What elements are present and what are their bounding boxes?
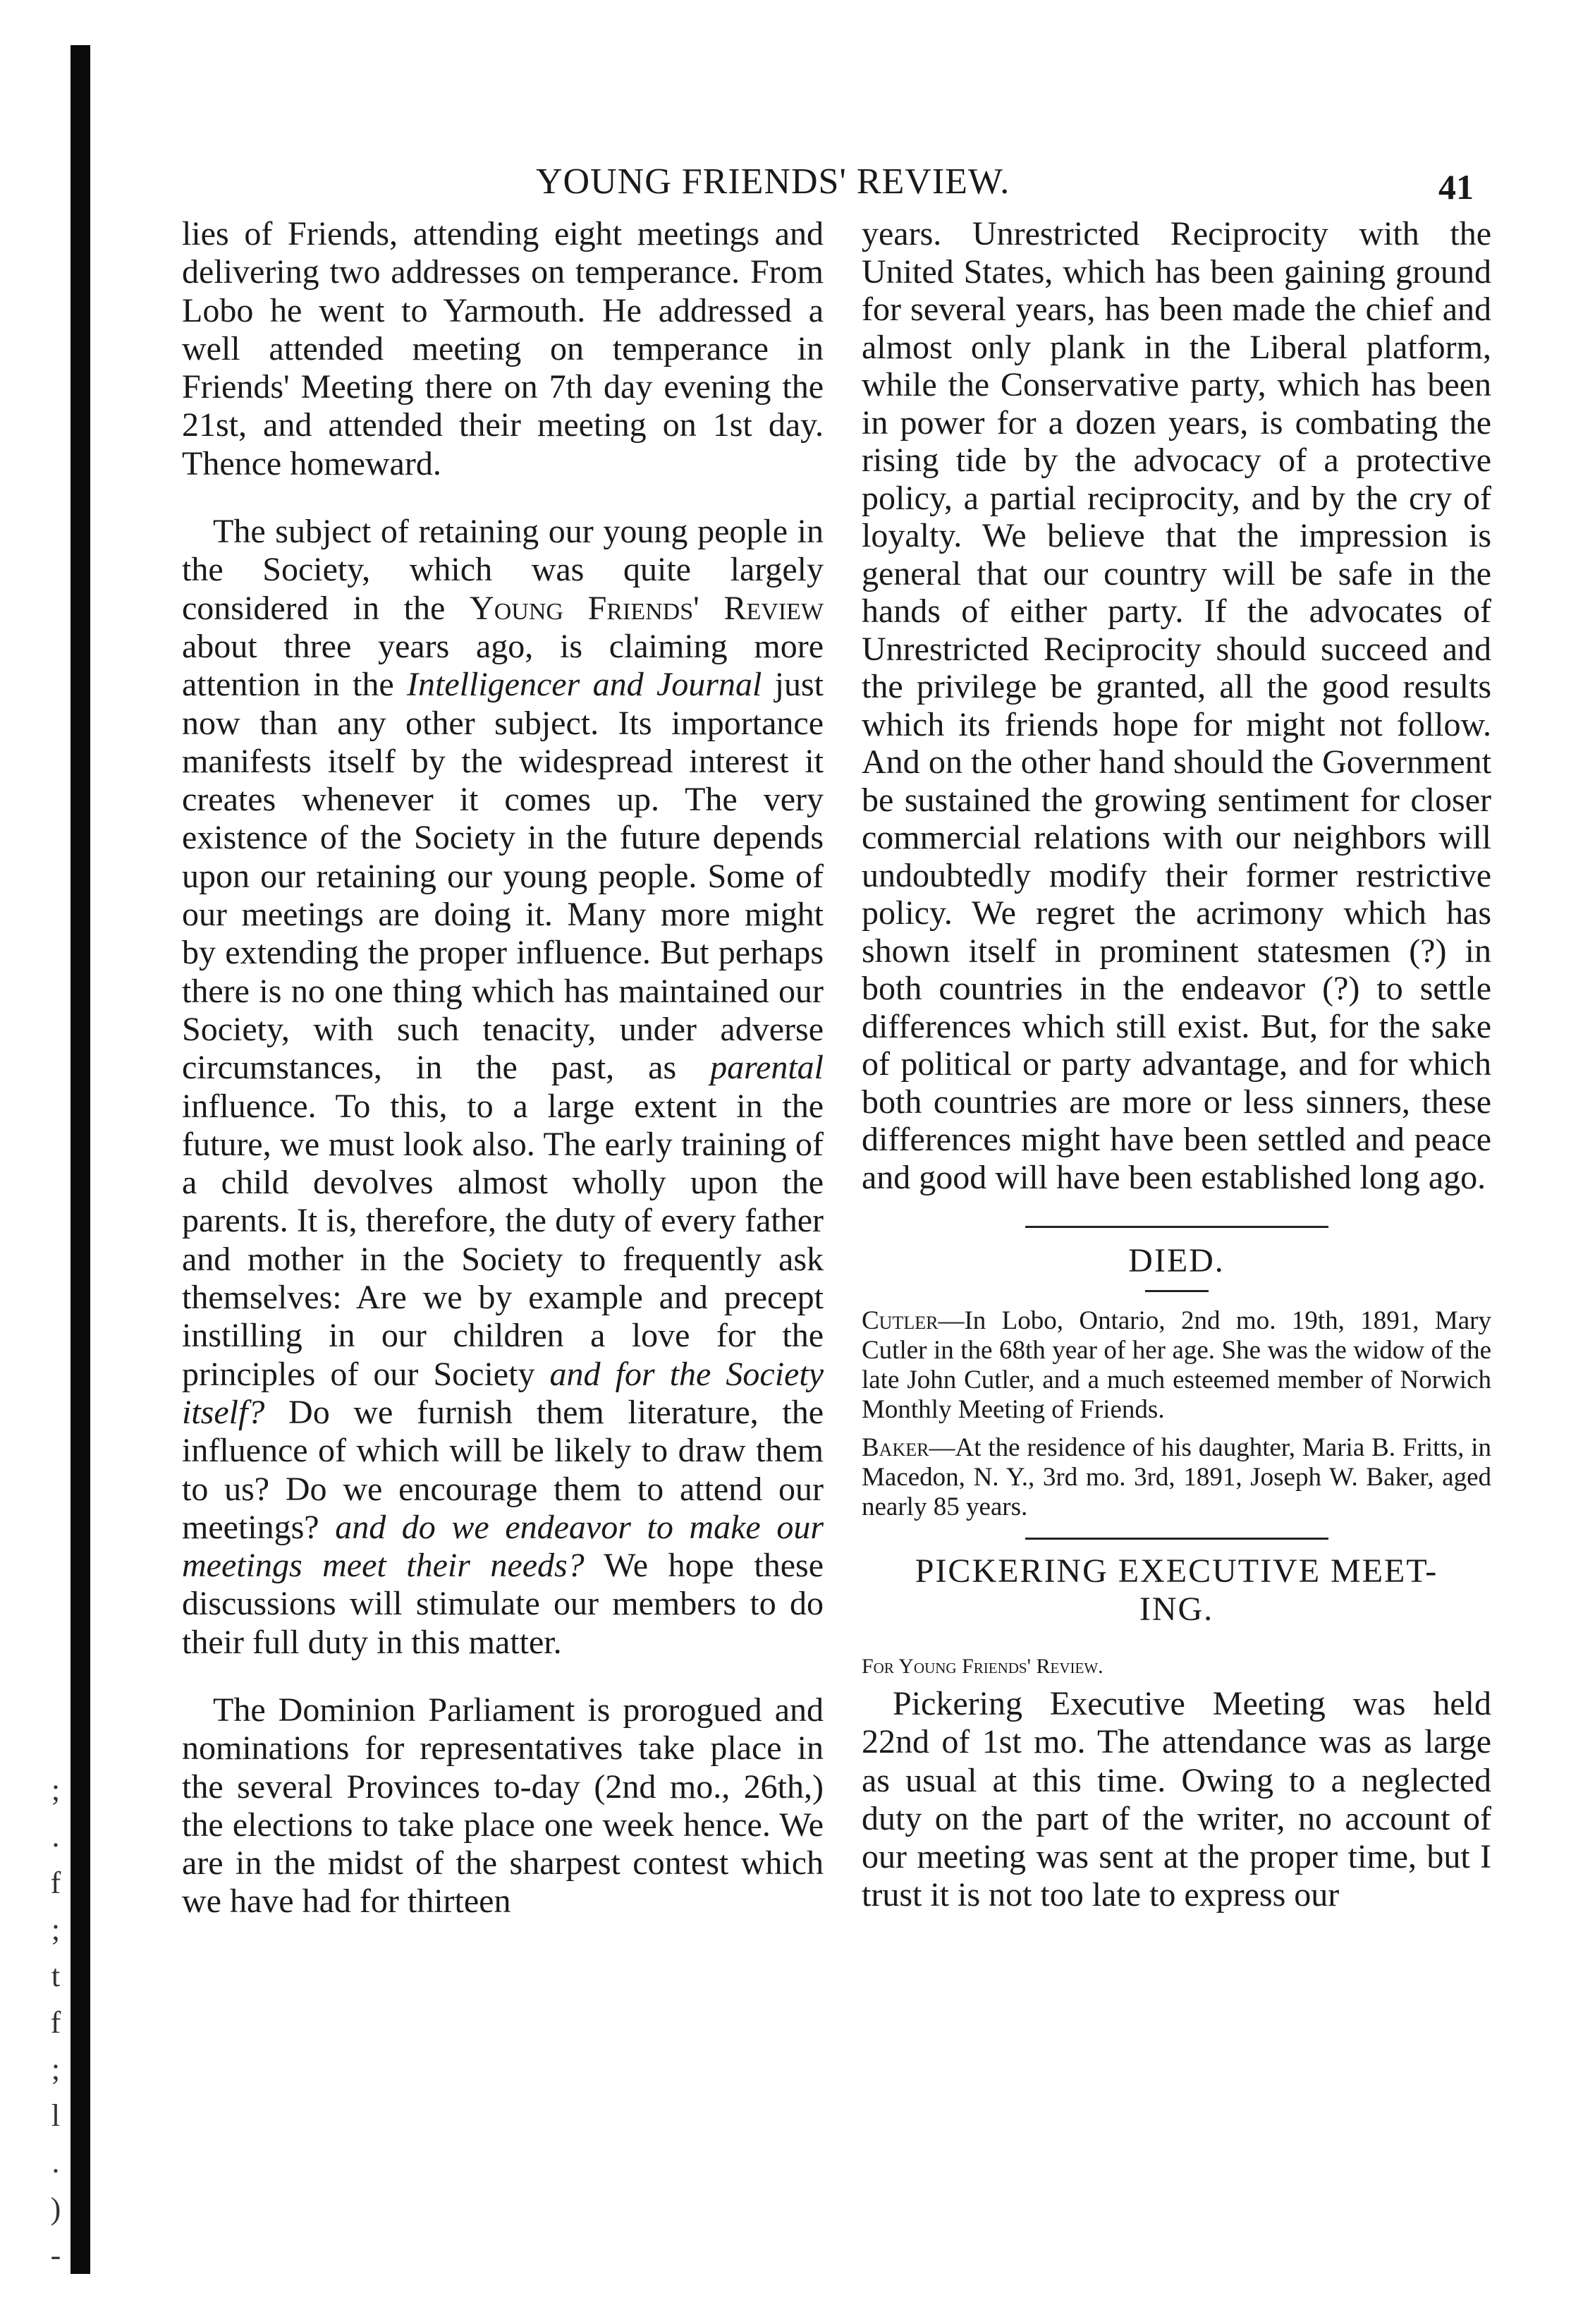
page-binding-edge (71, 45, 90, 2274)
margin-mark: f (50, 2005, 61, 2040)
right-column (862, 215, 1491, 1915)
pickering-heading (862, 1552, 1491, 1629)
italic-emphasis: and for the Society itself? (182, 1355, 824, 1431)
italic-publication: Intelligencer and Journal (407, 666, 762, 704)
paragraph-friends-visit: lies of Friends, attending eight meetings and delivering two addresses on temperance. From Lobo he went to Yarmouth. He addressed a well attended meeting on temperance in Friends' Meeting there on 7th day evening the 21st, and attended their meeting on 1st day. Thence homeward. (182, 215, 824, 482)
paragraph-text: about three years ago, is claiming more attention in the (182, 627, 824, 704)
italic-emphasis: and do we endeavor to make our meetings meet their needs? (182, 1508, 824, 1585)
heading-line: ING. (1139, 1590, 1214, 1628)
margin-mark: - (50, 2238, 61, 2273)
paragraph-reciprocity: years. Unrestricted Reciprocity with the United States, which has been gaining ground for several years, has been made the chief and almost only plank in the Liberal platform, while the Conservative party, which has been in power for a dozen years, is combating the rising tide by the advocacy of a protective policy, a partial reciprocity, and by the cry of loyalty. We believe that the impression is general that our country will be safe in the hands of either party. If the advocates of Unrestricted Reciprocity should succeed and the privilege be granted, all the good results which its friends hope for might not follow. And on the other hand should the Government be sustained the growing sentiment for closer commercial relations with our neighbors will undoubtedly modify their former restrictive policy. We regret the acrimony which has shown itself in prominent statesmen (?) in both countries in the endeavor (?) to settle differences which still exist. But, for the sake of political or party advantage, and for which both countries are more or less sinners, these differences might have been settled and peace and good will have been established long ago. (862, 215, 1491, 1196)
paragraph-text: The subject of retaining our young people in the Society, which was quite largely considered in the (182, 513, 824, 627)
page-number: 41 (1438, 167, 1474, 207)
paragraph-text: just now than any other subject. Its importance manifests itself by the widespread interest it creates whenever it comes up. The very existence of the Society in the future depends upon our retaining our young people. Some of our meetings are doing it. Many more might by extending the proper influence. But perhaps there is no one thing which has maintained our Society, with such tenacity, under adverse circumstances, in the past, as (182, 666, 824, 1087)
left-column (182, 215, 824, 1921)
margin-mark: ; (51, 2052, 61, 2086)
obituary-baker (862, 1433, 1491, 1522)
obituary-name: Baker (862, 1433, 929, 1462)
margin-mark: f (50, 1866, 61, 1900)
margin-mark: t (51, 1959, 61, 1993)
article-byline: For Young Friends' Review. (862, 1655, 1104, 1678)
heading-line: PICKERING EXECUTIVE MEET- (915, 1552, 1438, 1590)
paragraph-retaining-young-people (182, 513, 824, 1662)
section-rule (1025, 1538, 1328, 1540)
paragraph-text: influence. To this, to a large extent in the future, we must look also. The early training of a child devolves almost wholly upon the parents. It is, therefore, the duty of every father and mother in the Society to frequently ask themselves: Are we by example and precept instilling in our children a love for the principles of our Society (182, 1087, 824, 1393)
italic-emphasis: parental (710, 1049, 824, 1087)
obituary-text: —In Lobo, Ontario, 2nd mo. 19th, 1891, Mary Cutler in the 68th year of her age. She was the widow of the late John Cutler, and a much esteemed member of Norwich Monthly Meeting of Friends. (862, 1306, 1491, 1424)
margin-mark: l (51, 2098, 61, 2133)
running-title: YOUNG FRIENDS' REVIEW. (536, 162, 1010, 202)
margin-mark: ) (50, 2191, 61, 2226)
died-heading: DIED. (1128, 1242, 1225, 1279)
margin-marks (45, 1767, 66, 2275)
obituary-cutler (862, 1306, 1491, 1425)
heading-rule (1145, 1290, 1209, 1292)
margin-mark: ; (51, 1772, 61, 1807)
paragraph-dominion-parliament: The Dominion Parliament is prorogued and nominations for representatives take place in the several Provinces to-day (2nd mo., 26th,) the elections to take place one week hence. We are in the midst of the sharpest contest which we have had for thirteen (182, 1691, 824, 1921)
obituary-text: —At the residence of his daughter, Maria B. Fritts, in Macedon, N. Y., 3rd mo. 3rd, 1891, Joseph W. Baker, aged nearly 85 years. (862, 1433, 1491, 1521)
margin-mark: . (51, 1819, 60, 1854)
margin-mark: . (51, 2145, 60, 2179)
margin-mark: ; (51, 1912, 61, 1947)
journal-name: Young Friends' Review (470, 589, 824, 627)
paragraph-pickering-meeting: Pickering Executive Meeting was held 22nd of 1st mo. The attendance was as large as usual at this time. Owing to a neglected duty on the part of the writer, no account of our meeting was sent at the proper time, but I trust it is not too late to express our (862, 1685, 1491, 1914)
section-rule (1025, 1226, 1328, 1228)
obituary-name: Cutler (862, 1306, 939, 1335)
paragraph-text: Do we furnish them literature, the influence of which will be likely to draw them to us? Do we encourage them to attend our meetings? (182, 1393, 824, 1546)
paragraph-text: We hope these discussions will stimulate our members to do their full duty in this matter. (182, 1547, 824, 1661)
